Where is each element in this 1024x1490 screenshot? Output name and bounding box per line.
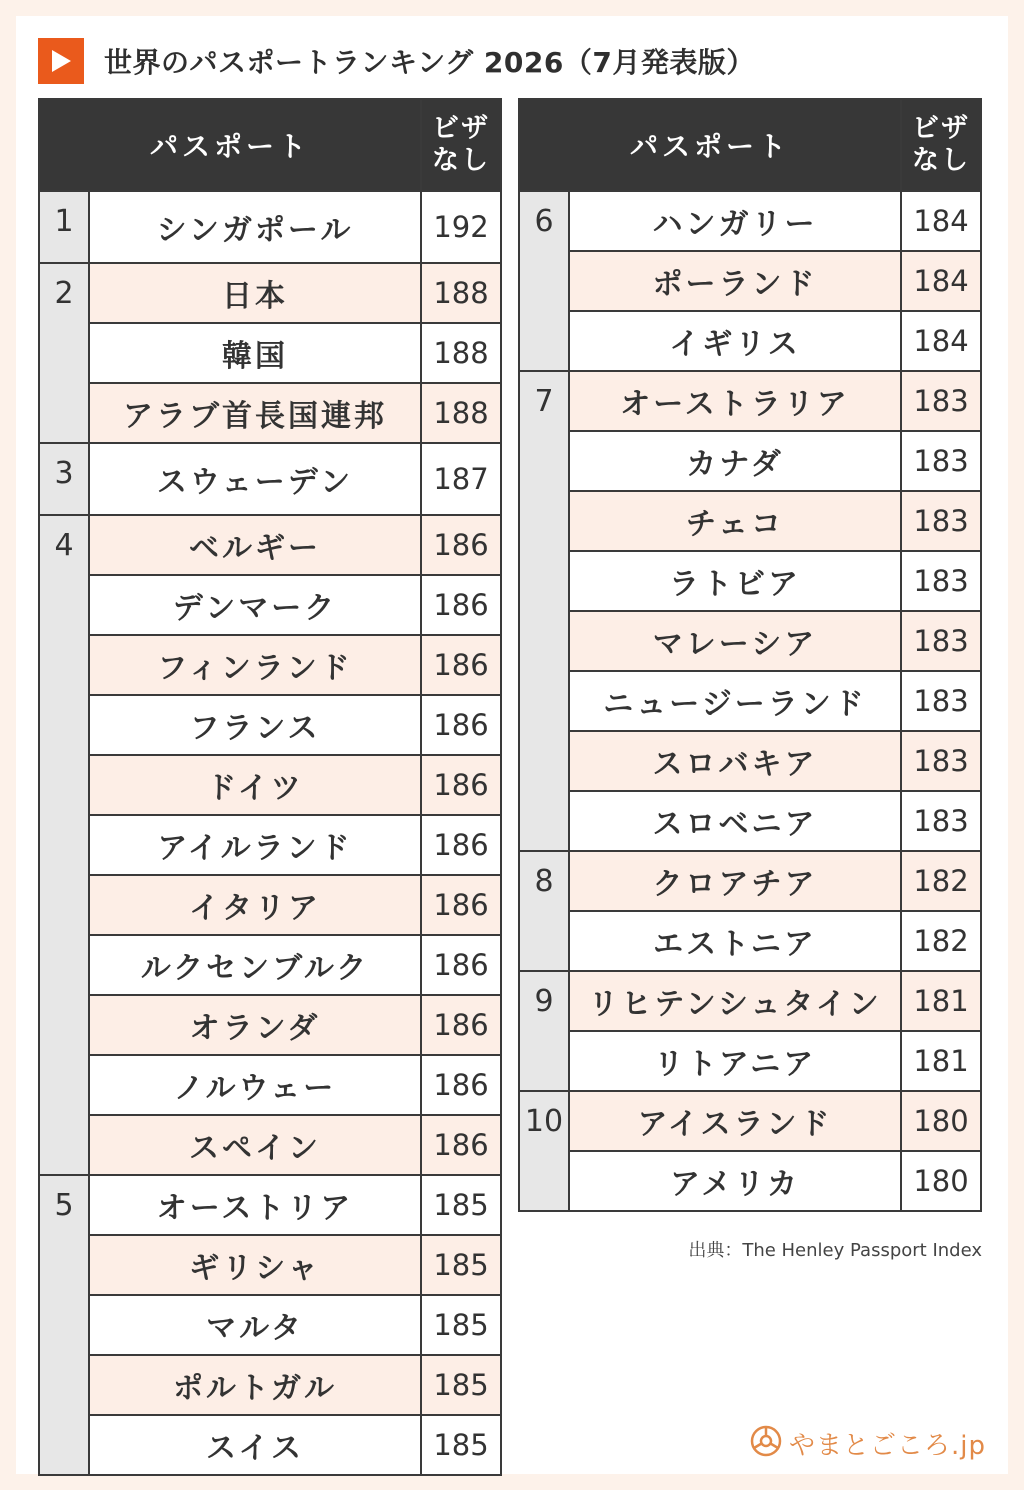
rank-number: 8	[519, 851, 569, 971]
visa-free-count: 183	[901, 491, 981, 551]
country-name: アラブ首長国連邦	[89, 383, 421, 443]
visa-free-count: 185	[421, 1235, 501, 1295]
visa-free-count: 185	[421, 1175, 501, 1235]
header-visa-line1: ビザ	[432, 113, 490, 144]
table-header-row	[519, 99, 981, 191]
country-name: フィンランド	[89, 635, 421, 695]
table-row	[39, 1055, 501, 1115]
table-row	[519, 371, 981, 431]
table-row	[39, 635, 501, 695]
rank-number: 1	[39, 191, 89, 263]
country-name: オーストリア	[89, 1175, 421, 1235]
table-row	[39, 323, 501, 383]
table-row	[519, 431, 981, 491]
country-name: チェコ	[569, 491, 901, 551]
country-name: リトアニア	[569, 1031, 901, 1091]
header-visa-line2: なし	[432, 145, 490, 176]
visa-free-count: 186	[421, 755, 501, 815]
country-name: 日本	[89, 263, 421, 323]
visa-free-count: 183	[901, 671, 981, 731]
header-visa-free	[421, 99, 501, 191]
play-triangle-icon	[38, 38, 84, 84]
visa-free-count: 183	[901, 551, 981, 611]
table-row	[39, 575, 501, 635]
table-row	[519, 971, 981, 1031]
header-visa-line2: なし	[912, 145, 970, 176]
table-row	[39, 515, 501, 575]
rank-number: 2	[39, 263, 89, 443]
table-row	[519, 551, 981, 611]
rank-number: 6	[519, 191, 569, 371]
table-row	[519, 611, 981, 671]
table-row	[519, 1151, 981, 1211]
rank-number: 9	[519, 971, 569, 1091]
table-row	[39, 1235, 501, 1295]
table-row	[39, 695, 501, 755]
table-row	[39, 755, 501, 815]
rank-number: 10	[519, 1091, 569, 1211]
source-credit: 出典：The Henley Passport Index	[688, 1240, 982, 1261]
visa-free-count: 185	[421, 1295, 501, 1355]
visa-free-count: 188	[421, 263, 501, 323]
country-name: クロアチア	[569, 851, 901, 911]
visa-free-count: 181	[901, 1031, 981, 1091]
table-row	[519, 191, 981, 251]
table-row	[39, 875, 501, 935]
table-row	[39, 263, 501, 323]
header-visa-line1: ビザ	[912, 113, 970, 144]
table-row	[39, 1175, 501, 1235]
country-name: ニュージーランド	[569, 671, 901, 731]
visa-free-count: 186	[421, 575, 501, 635]
table-row	[39, 443, 501, 515]
yamatogokoro-logo-icon	[749, 1424, 783, 1462]
country-name: アメリカ	[569, 1151, 901, 1211]
visa-free-count: 192	[421, 191, 501, 263]
country-name: オーストラリア	[569, 371, 901, 431]
country-name: カナダ	[569, 431, 901, 491]
table-row	[39, 383, 501, 443]
country-name: フランス	[89, 695, 421, 755]
visa-free-count: 182	[901, 851, 981, 911]
visa-free-count: 182	[901, 911, 981, 971]
country-name: ポーランド	[569, 251, 901, 311]
visa-free-count: 186	[421, 695, 501, 755]
country-name: オランダ	[89, 995, 421, 1055]
table-row	[39, 815, 501, 875]
rank-number: 3	[39, 443, 89, 515]
visa-free-count: 186	[421, 875, 501, 935]
visa-free-count: 186	[421, 515, 501, 575]
visa-free-count: 183	[901, 611, 981, 671]
visa-free-count: 186	[421, 815, 501, 875]
visa-free-count: 185	[421, 1355, 501, 1415]
country-name: アイスランド	[569, 1091, 901, 1151]
visa-free-count: 188	[421, 323, 501, 383]
title-row	[38, 38, 755, 84]
visa-free-count: 186	[421, 635, 501, 695]
table-header-row	[39, 99, 501, 191]
ranking-table-right	[518, 98, 982, 1212]
ranking-table-left	[38, 98, 502, 1476]
visa-free-count: 183	[901, 431, 981, 491]
table-row	[519, 911, 981, 971]
country-name: スロバキア	[569, 731, 901, 791]
country-name: ドイツ	[89, 755, 421, 815]
visa-free-count: 183	[901, 791, 981, 851]
table-row	[39, 1415, 501, 1475]
visa-free-count: 185	[421, 1415, 501, 1475]
table-row	[519, 491, 981, 551]
visa-free-count: 180	[901, 1091, 981, 1151]
rank-number: 7	[519, 371, 569, 851]
table-row	[519, 1031, 981, 1091]
country-name: アイルランド	[89, 815, 421, 875]
table-row	[39, 935, 501, 995]
visa-free-count: 184	[901, 311, 981, 371]
visa-free-count: 180	[901, 1151, 981, 1211]
country-name: ラトビア	[569, 551, 901, 611]
country-name: スペイン	[89, 1115, 421, 1175]
country-name: マルタ	[89, 1295, 421, 1355]
country-name: エストニア	[569, 911, 901, 971]
country-name: ハンガリー	[569, 191, 901, 251]
table-row	[519, 251, 981, 311]
rank-number: 4	[39, 515, 89, 1175]
header-visa-free	[901, 99, 981, 191]
visa-free-count: 186	[421, 995, 501, 1055]
table-row	[519, 851, 981, 911]
header-passport: パスポート	[519, 99, 901, 191]
table-row	[39, 1295, 501, 1355]
country-name: スイス	[89, 1415, 421, 1475]
country-name: ルクセンブルク	[89, 935, 421, 995]
country-name: リヒテンシュタイン	[569, 971, 901, 1031]
country-name: ノルウェー	[89, 1055, 421, 1115]
table-row	[39, 191, 501, 263]
rank-number: 5	[39, 1175, 89, 1475]
visa-free-count: 186	[421, 935, 501, 995]
table-row	[39, 995, 501, 1055]
site-logo[interactable]	[749, 1424, 986, 1462]
visa-free-count: 187	[421, 443, 501, 515]
country-name: ギリシャ	[89, 1235, 421, 1295]
country-name: ポルトガル	[89, 1355, 421, 1415]
country-name: イタリア	[89, 875, 421, 935]
visa-free-count: 183	[901, 731, 981, 791]
country-name: マレーシア	[569, 611, 901, 671]
table-row	[39, 1115, 501, 1175]
country-name: スロベニア	[569, 791, 901, 851]
visa-free-count: 186	[421, 1055, 501, 1115]
table-row	[519, 731, 981, 791]
country-name: シンガポール	[89, 191, 421, 263]
logo-text: やまとごころ.jp	[789, 1430, 986, 1461]
country-name: デンマーク	[89, 575, 421, 635]
table-row	[519, 1091, 981, 1151]
header-passport: パスポート	[39, 99, 421, 191]
table-row	[519, 671, 981, 731]
visa-free-count: 183	[901, 371, 981, 431]
page-title: 世界のパスポートランキング 2026（7月発表版）	[104, 46, 755, 79]
country-name: スウェーデン	[89, 443, 421, 515]
visa-free-count: 188	[421, 383, 501, 443]
visa-free-count: 184	[901, 191, 981, 251]
visa-free-count: 184	[901, 251, 981, 311]
table-row	[519, 311, 981, 371]
country-name: ベルギー	[89, 515, 421, 575]
visa-free-count: 186	[421, 1115, 501, 1175]
table-row	[39, 1355, 501, 1415]
table-row	[519, 791, 981, 851]
country-name: 韓国	[89, 323, 421, 383]
country-name: イギリス	[569, 311, 901, 371]
visa-free-count: 181	[901, 971, 981, 1031]
